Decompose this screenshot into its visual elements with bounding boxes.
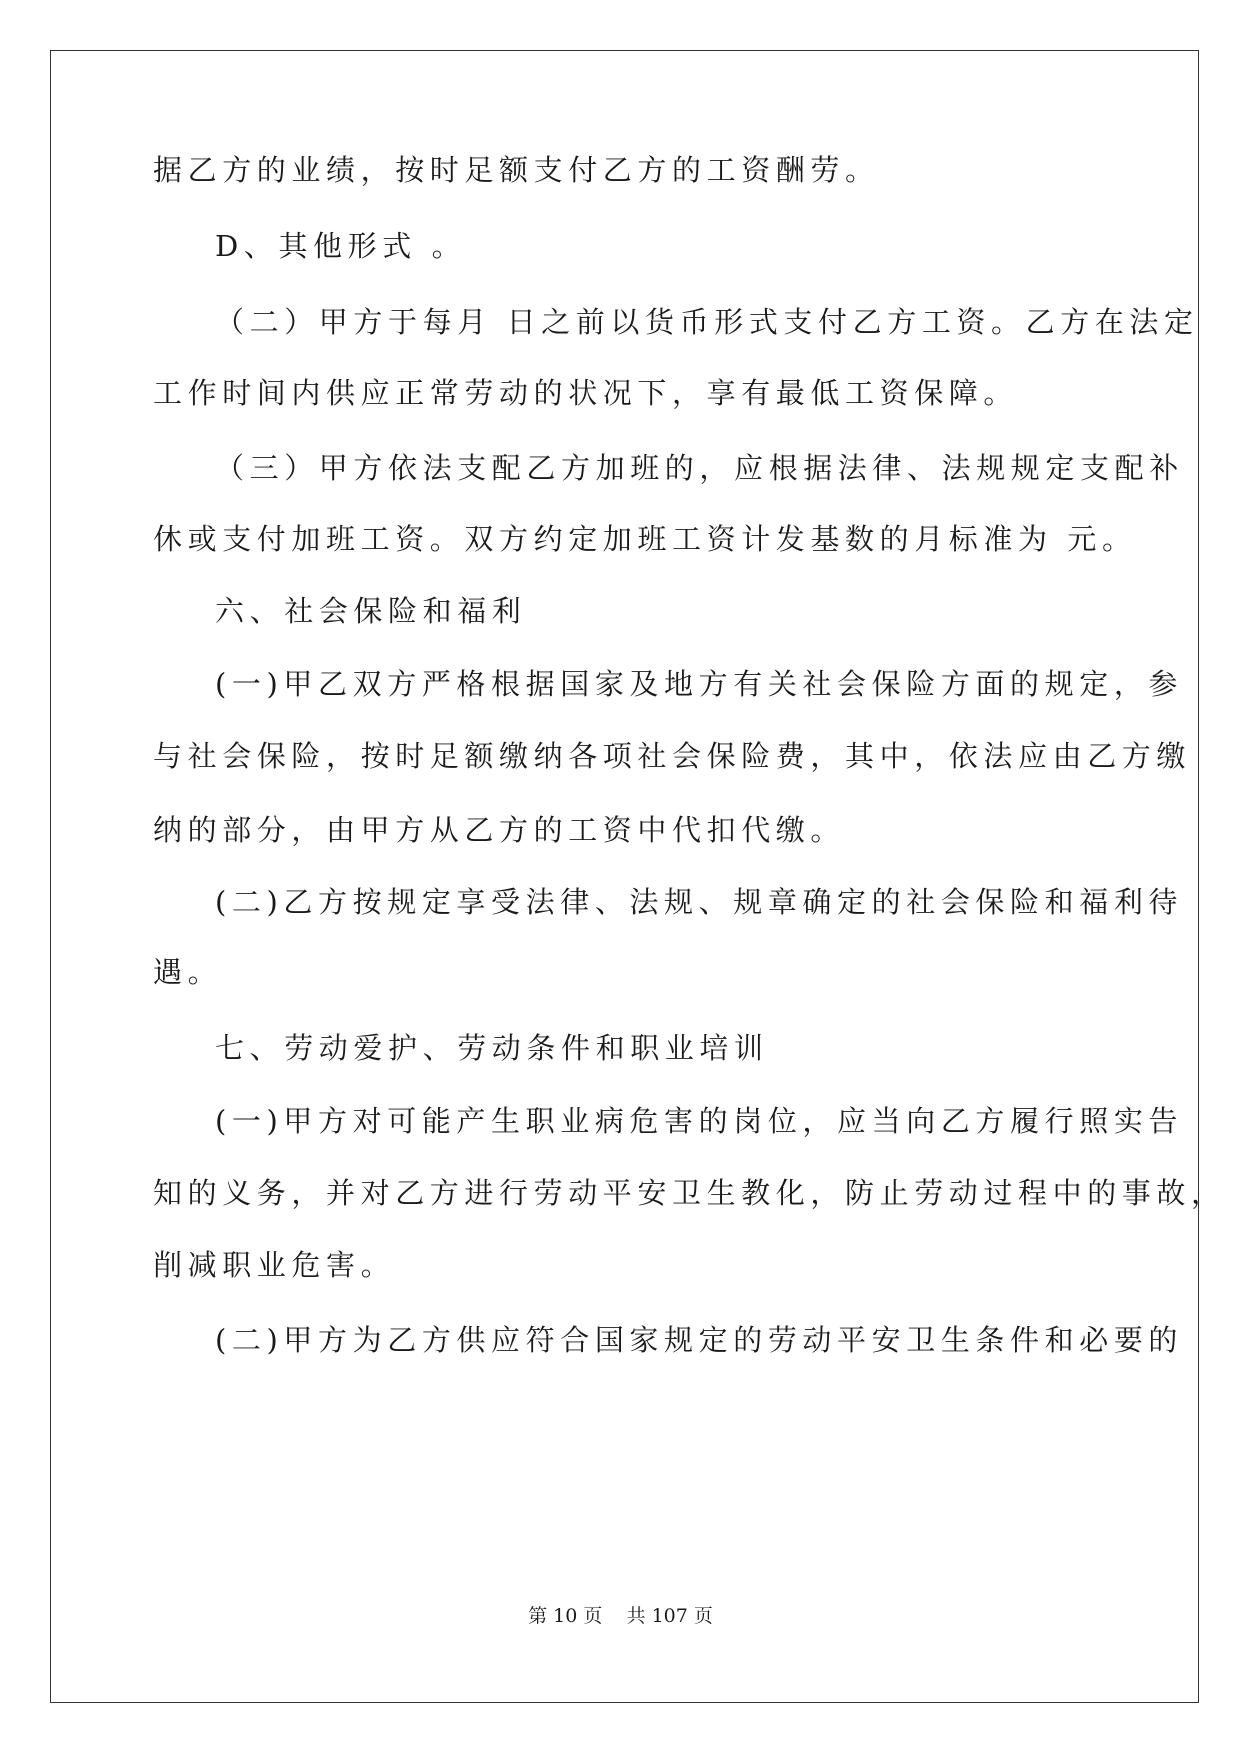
section-heading: 七、劳动爱护、劳动条件和职业培训 xyxy=(215,1031,769,1065)
paragraph-line: (一)甲方对可能产生职业病危害的岗位，应当向乙方履行照实告 xyxy=(215,1104,1184,1138)
paragraph-line: 遇。 xyxy=(153,955,223,989)
paragraph-line: D、其他形式 。 xyxy=(215,229,467,263)
paragraph-line: 休或支付加班工资。双方约定加班工资计发基数的月标准为 元。 xyxy=(153,522,1137,556)
paragraph-line: 据乙方的业绩，按时足额支付乙方的工资酬劳。 xyxy=(153,153,880,187)
page-number: 第 10 页 共 107 页 xyxy=(528,1605,713,1627)
paragraph-line: 工作时间内供应正常劳动的状况下，享有最低工资保障。 xyxy=(153,376,1019,410)
paragraph-line: （二）甲方于每月 日之前以货币形式支付乙方工资。乙方在法定 xyxy=(215,305,1199,339)
paragraph-line: （三）甲方依法支配乙方加班的，应根据法律、法规规定支配补 xyxy=(215,451,1184,485)
paragraph-line: 削减职业危害。 xyxy=(153,1248,396,1282)
paragraph-line: 知的义务，并对乙方进行劳动平安卫生教化，防止劳动过程中的事故， xyxy=(153,1176,1226,1210)
section-heading: 六、社会保险和福利 xyxy=(215,594,527,628)
paragraph-line: (二)甲方为乙方供应符合国家规定的劳动平安卫生条件和必要的 xyxy=(215,1323,1184,1357)
paragraph-line: 纳的部分，由甲方从乙方的工资中代扣代缴。 xyxy=(153,813,846,847)
paragraph-line: (二)乙方按规定享受法律、法规、规章确定的社会保险和福利待 xyxy=(215,885,1184,919)
paragraph-line: (一)甲乙双方严格根据国家及地方有关社会保险方面的规定，参 xyxy=(215,667,1184,701)
paragraph-line: 与社会保险，按时足额缴纳各项社会保险费，其中，依法应由乙方缴 xyxy=(153,739,1192,773)
page-border xyxy=(50,50,1199,1703)
